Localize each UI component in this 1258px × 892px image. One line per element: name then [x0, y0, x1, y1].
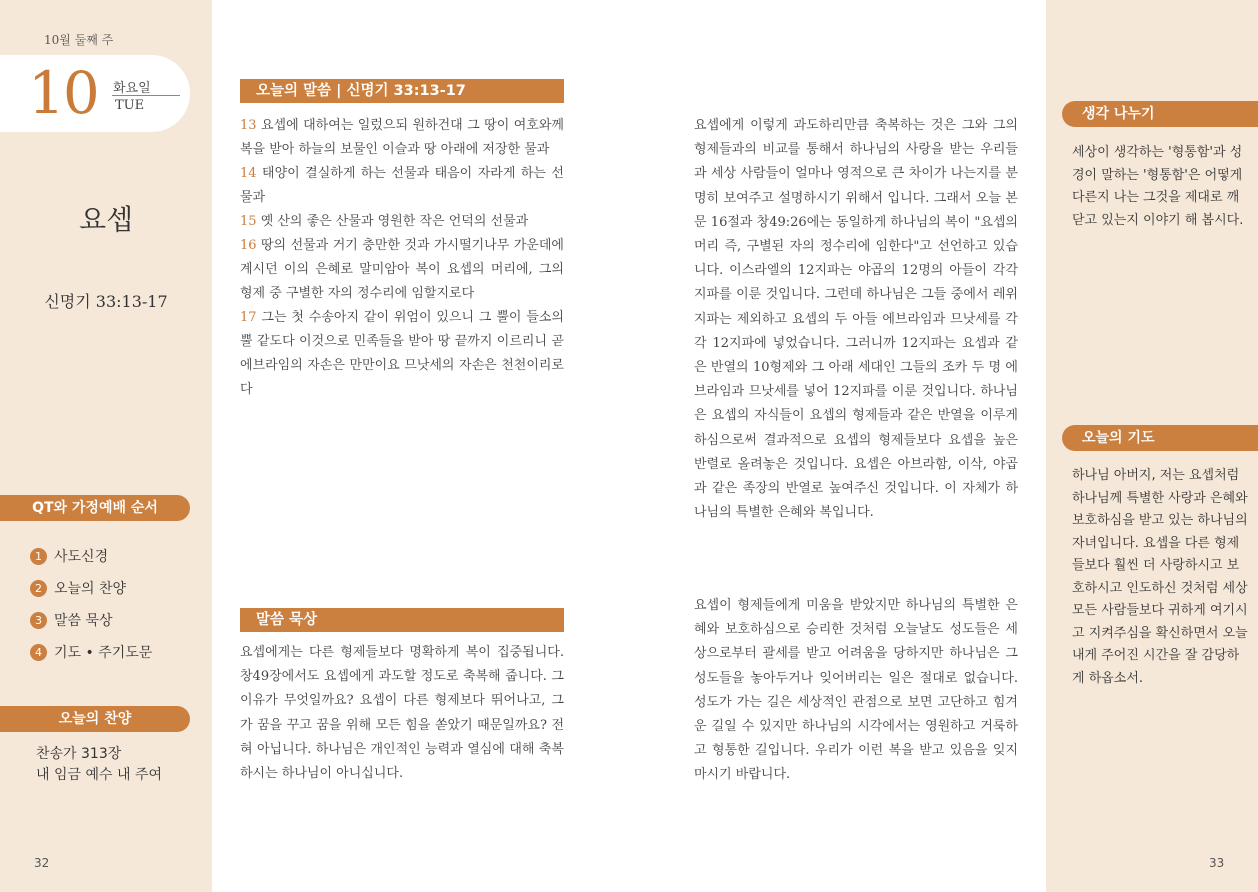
verse-text: 땅의 선물과 거기 충만한 것과 가시떨기나무 가운데에 계시던 이의 은혜로 말미암아 복이 요셉의 머리에, 그의 형제 중 구별한 자의 정수리에 임할지로다 [240, 238, 564, 301]
order-item-label: 사도신경 [54, 549, 109, 565]
order-item-label: 오늘의 찬양 [54, 581, 127, 597]
order-item [30, 636, 152, 668]
verse-text: 옛 산의 좋은 산물과 영원한 작은 언덕의 선물과 [260, 214, 529, 229]
scripture-text [240, 114, 564, 402]
prayer-heading: 오늘의 기도 [1062, 425, 1258, 451]
order-list [30, 540, 152, 668]
verse-text: 요셉에 대하여는 일렀으되 원하건대 그 땅이 여호와께 복을 받아 하늘의 보물인 이슬과 땅 아래에 저장한 물과 [240, 118, 564, 157]
verse-number: 13 [240, 118, 257, 133]
verse-number: 15 [240, 214, 257, 229]
verse-number: 14 [240, 166, 257, 181]
meditation-paragraph: 요셉에게 이렇게 과도하리만큼 축복하는 것은 그와 그의 형제들과의 비교를 통해서 하나님의 사랑을 받는 우리들과 세상 사람들이 얼마나 영적으로 큰 차이가 나는지를 분명히 보여주고 설명하시기 위해서 입니다. 그래서 오늘 본문 16절과 창49:26에는 동일하게 하나님의 복이 "요셉의 머리 즉, 구별된 자의 정수리에 임한다"고 선언하고 있습니다. 이스라엘의 12지파는 야곱의 12명의 아들이 각각 지파를 이룬 것입니다. 그런데 하나님은 그들 중에서 레위지파는 제외하고 요셉의 두 아들 에브라임과 므낫세를 각각 12지파에 넣었습니다. 그러니까 12지파는 요셉과 같은 반열의 10형제와 그 아래 세대인 그들의 조카 두 명 에브라임과 므낫세를 넣어 12지파를 이룬 것입니다. 하나님은 요셉의 자식들이 요셉의 형제들과 같은 반열을 이루게 하심으로써 결과적으로 요셉의 형제들보다 요셉을 높은 반렬로 올려놓은 것입니다. 요셉은 아브라함, 이삭, 야곱과 같은 족장의 반열로 높여주신 것입니다. 이 자체가 하나님의 특별한 은혜와 복입니다. [694, 118, 1018, 521]
scripture-reference: 신명기 33:13-17 [44, 292, 168, 311]
meditation-paragraph: 요셉에게는 다른 형제들보다 명확하게 복이 집중됩니다. 창49장에서도 요셉에게 과도할 정도로 축복해 줍니다. 그 이유가 무엇일까요? 요셉이 다른 형제보다 뛰어나고, 그가 꿈을 꾸고 꿈을 위해 모든 힘을 쏟았기 때문일까요? 전혀 아닙니다. 하나님은 개인적인 능력과 열심에 대해 축복하시는 하나님이 아니십니다. [240, 645, 564, 782]
hymn-number: 찬송가 313장 [36, 746, 122, 762]
order-item-label: 기도 • 주기도문 [54, 645, 153, 661]
hymn-heading: 오늘의 찬양 [0, 706, 190, 732]
order-item [30, 604, 152, 636]
number-badge: 2 [30, 580, 47, 597]
meditation-paragraph: 요셉이 형제들에게 미움을 받았지만 하나님의 특별한 은혜와 보호하심으로 승리한 것처럼 오늘날도 성도들은 세상으로부터 괄세를 받고 어려움을 당하지만 하나님은 그 성도들을 놓아두거나 잊어버리는 일은 절대로 없습니다. 성도가 가는 길은 세상적인 관점으로 보면 고단하고 힘겨운 길일 수 있지만 하나님의 시각에서는 영원하고 거룩하고 형통한 길입니다. 우리가 이런 복을 받고 있음을 잊지 마시기 바랍니다. [694, 598, 1018, 783]
verse-text: 그는 첫 수송아지 같이 위엄이 있으니 그 뿔이 들소의 뿔 같도다 이것으로 민족들을 받아 땅 끝까지 이르리니 곧 에브라임의 자손은 만만이요 므낫세의 자손은 천천이리로다 [240, 310, 564, 397]
verse-number: 16 [240, 238, 257, 253]
hymn-info [36, 744, 162, 786]
person-title: 요셉 [78, 203, 134, 236]
verse-number: 17 [240, 310, 257, 325]
meditation-heading: 말씀 묵상 [240, 608, 564, 632]
page-number-left: 32 [34, 856, 50, 870]
order-heading: QT와 가정예배 순서 [0, 495, 190, 521]
todays-word-heading: 오늘의 말씀 | 신명기 33:13-17 [240, 79, 564, 103]
share-text: 세상이 생각하는 '형통함'과 성경이 말하는 '형통함'은 어떻게 다른지 나는 그것을 제대로 깨닫고 있는지 이야기 해 봅시다. [1072, 145, 1244, 228]
hymn-title: 내 임금 예수 내 주여 [36, 767, 162, 783]
date-divider [112, 95, 180, 96]
order-item [30, 572, 152, 604]
day-korean: 화요일 [113, 81, 151, 96]
prayer-text: 하나님 아버지, 저는 요셉처럼 하나님께 특별한 사랑과 은혜와 보호하심을 받고 있는 하나님의 자녀입니다. 요셉을 다른 형제들보다 훨씬 더 사랑하시고 보호하시고 인도하신 것처럼 세상 모든 사람들보다 귀하게 여기시고 지켜주심을 확신하면서 오늘 내게 주어진 시간을 잘 감당하게 하옵소서. [1072, 468, 1248, 686]
day-english: TUE [115, 98, 145, 113]
number-badge: 1 [30, 548, 47, 565]
week-label: 10월 둘째 주 [44, 33, 114, 47]
order-item [30, 540, 152, 572]
order-item-label: 말씀 묵상 [54, 613, 113, 629]
number-badge: 3 [30, 612, 47, 629]
verse-text: 태양이 결실하게 하는 선물과 태음이 자라게 하는 선물과 [240, 166, 564, 205]
share-heading: 생각 나누기 [1062, 101, 1258, 127]
page-number-right: 33 [1209, 856, 1225, 870]
number-badge: 4 [30, 644, 47, 661]
date-number: 10 [28, 59, 98, 127]
